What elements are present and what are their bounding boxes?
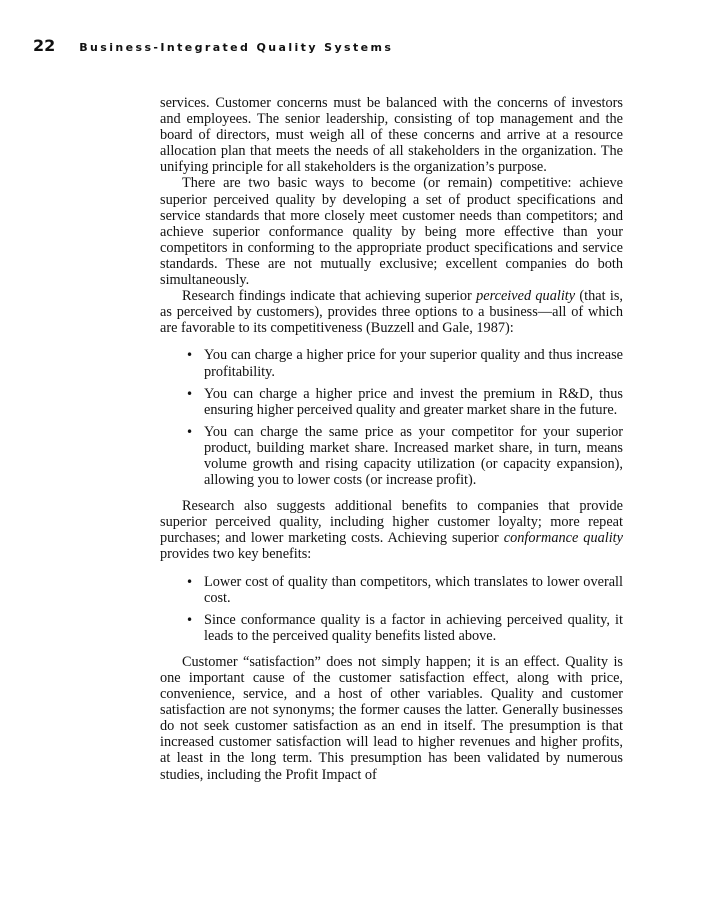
bullet-icon: • [186,612,194,627]
bullet-icon: • [186,348,194,363]
paragraph-2: There are two basic ways to become (or remain) competitive: achieve superior perceived quality by developing a set of product specifications and service standards that more closely meet customer needs than competitors; and achieve superior conformance quality by being more effective than your competitors in conforming to the appropriate product specifications and service standards. These are not mutually exclusive; excellent companies do both simultaneously. [160,175,623,289]
list-item-text: Since conformance quality is a factor in achieving perceived quality, it leads to the perceived quality benefits listed above. [204,611,623,644]
page-body [160,95,623,783]
bullet-list-options [160,347,623,488]
list-item-text: You can charge the same price as your competitor for your superior product, building market share. Increased market share, in turn, means volume growth and rising capacity utilization (or capacity expansion), allowing you to lower costs (or increase profit). [204,423,623,489]
running-header [33,36,393,60]
term-conformance-quality: conformance quality [503,530,624,547]
running-title: Business-Integrated Quality Systems [79,41,394,54]
paragraph-4-text-b: provides two key benefits: [160,546,312,563]
term-perceived-quality: perceived quality [476,288,576,305]
page-number: 22 [33,36,56,55]
paragraph-3 [160,288,623,336]
list-item [160,386,623,418]
bullet-icon: • [186,386,194,401]
paragraph-1: services. Customer concerns must be balanced with the concerns of investors and employees. The senior leadership, consisting of top management and the board of directors, must weigh all of these concerns and arrive at a resource allocation plan that meets the needs of all stakeholders in the organization. The unifying principle for all stakeholders is the organization’s purpose. [160,95,623,176]
paragraph-4-text-a: Research also suggests additional benefits to companies that provide superior perceived quality, including higher customer loyalty; more repeat purchases; and lower marketing costs. Achieving superior [160,498,623,547]
list-item-text: You can charge a higher price and invest the premium in R&D, thus ensuring higher perceived quality and greater market share in the future. [204,385,623,418]
bullet-icon: • [186,574,194,589]
list-item-text: Lower cost of quality than competitors, which translates to lower overall cost. [204,573,623,606]
paragraph-4 [160,498,623,562]
list-item-text: You can charge a higher price for your superior quality and thus increase profitability. [204,347,623,380]
list-item [160,612,623,644]
list-item [160,347,623,379]
paragraph-3-text-b: (that is, as perceived by customers), provides three options to a business—all of which are favorable to its competitiveness (Buzzell and Gale, 1987): [160,288,624,337]
list-item [160,574,623,606]
bullet-list-benefits [160,574,623,644]
paragraph-3-text-a: Research findings indicate that achieving superior [182,288,477,305]
paragraph-5: Customer “satisfaction” does not simply happen; it is an effect. Quality is one important cause of the customer satisfaction effect, along with price, convenience, service, and a host of other variables. Quality and customer satisfaction are not synonyms; the former causes the latter. Generally businesses do not seek customer satisfaction as an end in itself. The presumption is that increased customer satisfaction will lead to higher revenues and higher profits, at least in the long term. This presumption has been validated by numerous studies, including the Profit Impact of [160,653,623,783]
list-item [160,424,623,488]
bullet-icon: • [186,424,194,439]
